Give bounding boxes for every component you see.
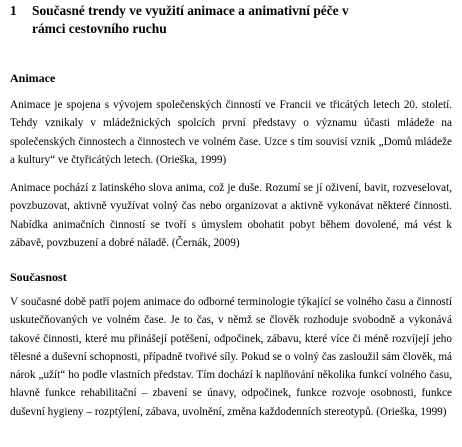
paragraph-soucasnost-1: V současné době patří pojem animace do odborné terminologie týkající se volného času a činností uskutečňovaných ve volném čase. Je to čas, v němž se člověk rozhoduje svobodně a vykonává takové činnosti, které mu přinášejí potěšení, odpočinek, zábavu, které více či méně rozvíjejí jeho tělesné a duševní schopnosti, případně tvořivé síly. Pokud se o volný čas zasloužil sám člověk, má nárok „užít“ ho podle vlastních představ. Tím dochází k naplňování několika funkcí volného času, hlavně funkce rehabilitační – zbavení se únavy, odpočinek, funkce rozvoje osobnosti, funkce duševní hygieny – rozptýlení, zábava, uvolnění, změna každodenních stereotypů. (Orieška, 1999) — [10, 296, 452, 418]
section-title-soucasnost: Současnost — [10, 270, 67, 284]
section-title-animace: Animace — [10, 71, 56, 85]
chapter-heading — [10, 2, 450, 38]
paragraph-animace-2: Animace pochází z latinského slova anima, což je duše. Rozumí se jí oživení, bavit, rozveselovat, povzbuzovat, aktivně využívat volný čas nebo organizovat a aktivně vykonávat některé činnosti. Nabídka animačních činností se tvoří s úmyslem obohatit pobyt během dovolené, má vést k zábavě, povzbuzení a dobré náladě. (Černák, 2009) — [10, 182, 452, 249]
chapter-title: Současné trendy ve využití animace a animativní péče v rámci cestovního ruchu — [32, 3, 349, 36]
paragraph-animace-1: Animace je spojena s vývojem společenských činností ve Francii ve třicátých letech 20. století. Tehdy vznikaly v mládežnických spolcích první představy o významu účasti mládeže na společenských činnostech a činnostech ve volném čase. Uzce s tím souvisí vznik „Domů mládeže a kultury“ ve čtyřicátých letech. (Orieška, 1999) — [10, 99, 452, 166]
chapter-number: 1 — [10, 3, 17, 18]
